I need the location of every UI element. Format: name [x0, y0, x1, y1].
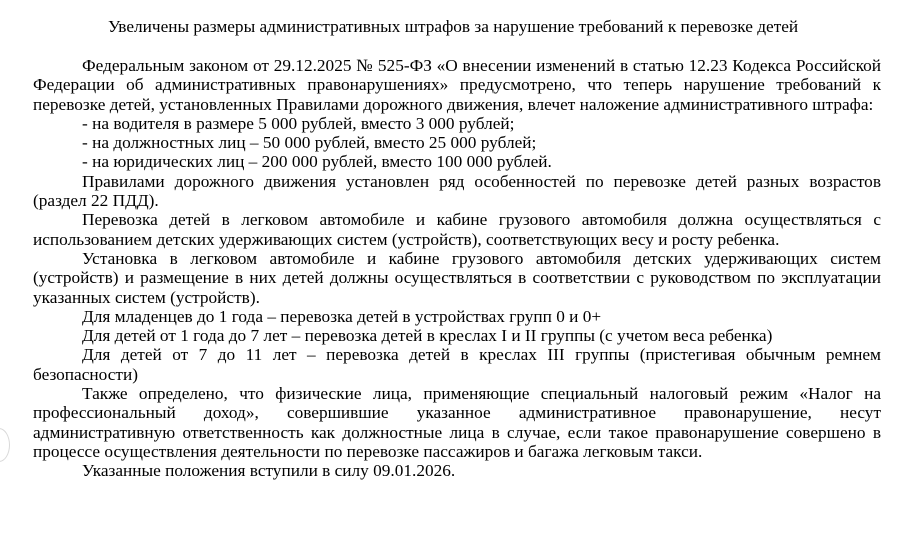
- fine-item-driver: - на водителя в размере 5 000 рублей, вместо 3 000 рублей;: [82, 113, 515, 133]
- document-title: Увеличены размеры административных штрафов за нарушение требований к перевозке детей: [108, 17, 799, 36]
- age-1-7-paragraph: Для детей от 1 года до 7 лет – перевозка детей в креслах I и II группы (с учетом веса ребенка): [82, 326, 773, 346]
- fine-item-officials: - на должностных лиц – 50 000 рублей, вместо 25 000 рублей;: [82, 133, 537, 153]
- effective-date-paragraph: Указанные положения вступили в силу 09.01.2026.: [82, 461, 456, 481]
- fine-item-legal-entities: - на юридических лиц – 200 000 рублей, вместо 100 000 рублей.: [82, 152, 552, 172]
- infants-paragraph: Для младенцев до 1 года – перевозка детей в устройствах групп 0 и 0+: [82, 306, 602, 326]
- age-7-11-paragraph: Для детей от 7 до 11 лет – перевозка детей в креслах III группы (пристегивая обычным ремнем безопасности): [33, 345, 881, 384]
- fines-list: [33, 114, 881, 172]
- transport-paragraph: Перевозка детей в легковом автомобиле и кабине грузового автомобиля должна осуществляться с использованием детских удерживающих систем (устройств), соответствующих весу и росту ребенка.: [33, 210, 881, 249]
- rules-paragraph: Правилами дорожного движения установлен ряд особенностей по перевозке детей разных возрастов (раздел 22 ПДД).: [33, 171, 881, 211]
- intro-paragraph: Федеральным законом от 29.12.2025 № 525-ФЗ «О внесении изменений в статью 12.23 Кодекса Российской Федерации об административных правонарушениях» предусмотрено, что теперь нарушение требований к перевозке детей, установленных Правилами дорожного движения, влечет наложение административного штрафа:: [33, 56, 881, 114]
- installation-paragraph: Установка в легковом автомобиле и кабине грузового автомобиля детских удерживающих систем (устройств) и размещение в них детей должны осуществляться в соответствии с руководством по эксплуатации указанных систем (устройств).: [33, 248, 881, 307]
- document-body: [33, 56, 881, 481]
- edge-scroll-handle[interactable]: [0, 428, 10, 462]
- self-employed-paragraph: Также определено, что физические лица, применяющие специальный налоговый режим «Налог на профессиональный доход», совершившие указанное административное правонарушение, несут административную ответственность как должностные лица в случае, если такое правонарушение совершено в процессе осуществления деятельности по перевозке пассажиров и багажа легковым такси.: [33, 384, 881, 461]
